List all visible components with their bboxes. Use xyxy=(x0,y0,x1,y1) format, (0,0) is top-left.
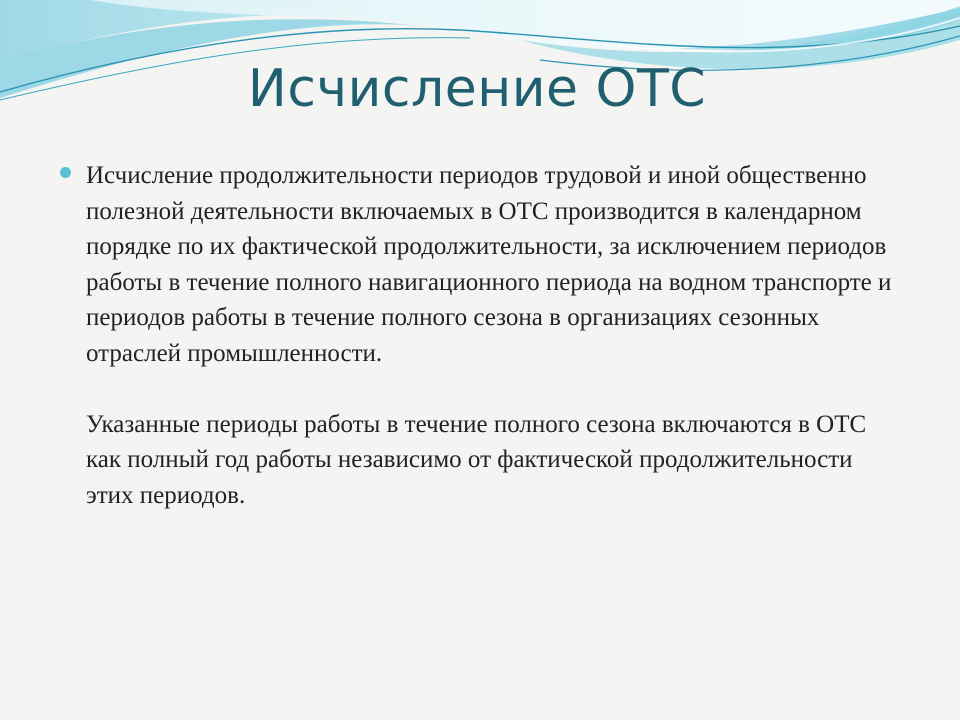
bullet-icon xyxy=(60,167,71,178)
slide-title: Исчисление ОТС xyxy=(247,59,707,119)
slide-body xyxy=(86,158,906,513)
paragraph-1: Исчисление продолжительности периодов трудовой и иной общественно полезной деятельности включаемых в ОТС производится в календарном порядке по их фактической продолжительности, за исключением периодов работы в течение полного навигационного периода на водном транспорте и периодов работы в течение полного сезона в организациях сезонных отраслей промышленности. xyxy=(86,162,892,367)
paragraph-2: Указанные периоды работы в течение полного сезона включаются в ОТС как полный год работы независимо от фактической продолжительности этих периодов. xyxy=(86,410,867,509)
